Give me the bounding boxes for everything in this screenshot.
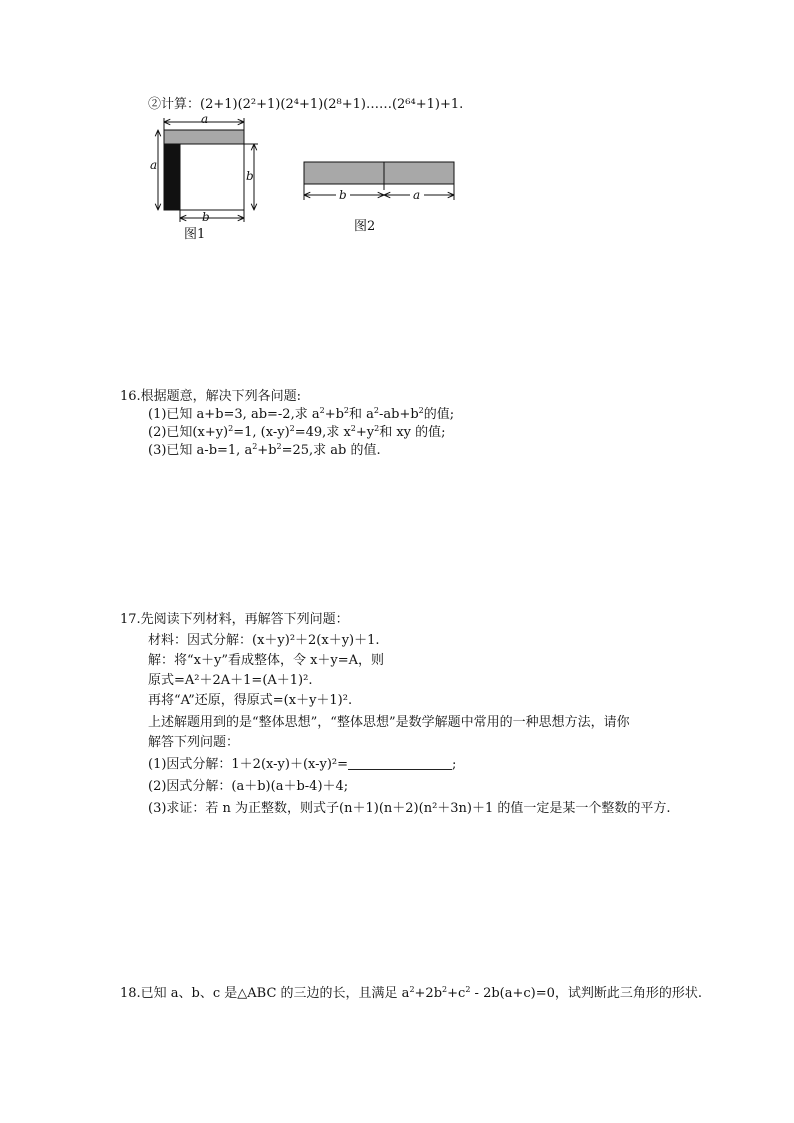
q16-item-1: (1)已知 a+b=3, ab=-2,求 $a^2+b^2$和 $a^2-ab+b^2$的值; [148, 406, 455, 422]
q17-description-line-2: 解答下列问题： [148, 735, 240, 750]
q16-item-2: (2)已知$(x+y)^2=1$, $(x-y)^2=49$,求 $x^2+y^2$和 xy 的值; [148, 424, 446, 440]
q15-part2-prefix: ②计算： [148, 97, 201, 112]
fig2-label-left: b [339, 188, 347, 202]
fig1-top-strip [164, 130, 244, 144]
fig2-label-right: a [413, 188, 421, 202]
fig2-caption: 图2 [354, 219, 376, 234]
q17-solution: 解：将“x＋y”看成整体，令 x＋y=A，则 [148, 653, 385, 668]
q17-item-3: (3)求证：若 n 为正整数，则式子(n＋1)(n＋2)(n²＋3n)＋1 的值一定是某一个整数的平方. [148, 801, 671, 816]
q18-text: 18.已知 a、b、c 是△ABC 的三边的长，且满足 $a^2+2b^2+c^2 - 2b(a+c)=0$，试判断此三角形的形状. [120, 985, 703, 1001]
fig2-rect-a [384, 162, 454, 184]
fig1-label-right: b [246, 169, 254, 183]
q17-item-2: (2)因式分解：(a＋b)(a＋b-4)＋4; [148, 779, 349, 794]
q17-item-1-end: ; [452, 757, 457, 772]
fig1-label-bottom: b [202, 210, 210, 224]
fig1-caption: 图1 [184, 227, 206, 242]
q17-item-1-text: (1)因式分解：1＋2(x-y)＋(x-y)²= [148, 757, 349, 772]
q17-step-1: 原式=A²＋2A＋1=(A＋1)². [148, 673, 313, 688]
fig1-left-strip [164, 144, 180, 210]
q17-answer-blank[interactable] [348, 757, 452, 770]
figure-2 [296, 150, 466, 240]
q15-part2-expression: (2+1)(2²+1)(2⁴+1)(2⁸+1)……(2⁶⁴+1)+1. [200, 97, 464, 112]
q17-step-2: 再将“A”还原，得原式=(x＋y＋1)². [148, 693, 353, 708]
q17-title: 17.先阅读下列材料，再解答下列问题： [120, 612, 349, 627]
q16-item-3: (3)已知 a-b=1, $a^2+b^2=25$,求 ab 的值. [148, 442, 381, 458]
q17-material: 材料：因式分解：(x＋y)²＋2(x＋y)＋1. [148, 633, 380, 648]
fig2-rect-b [304, 162, 384, 184]
fig1-label-left: a [150, 158, 158, 172]
fig1-label-top: a [201, 112, 209, 126]
fig1-square [180, 144, 244, 210]
q16-title: 16.根据题意，解决下列各问题: [120, 389, 302, 404]
q17-description-line-1: 上述解题用到的是“整体思想”，“整体思想”是数学解题中常用的一种思想方法，请你 [148, 715, 630, 730]
q17-item-1 [148, 756, 456, 774]
figure-1 [144, 112, 274, 242]
